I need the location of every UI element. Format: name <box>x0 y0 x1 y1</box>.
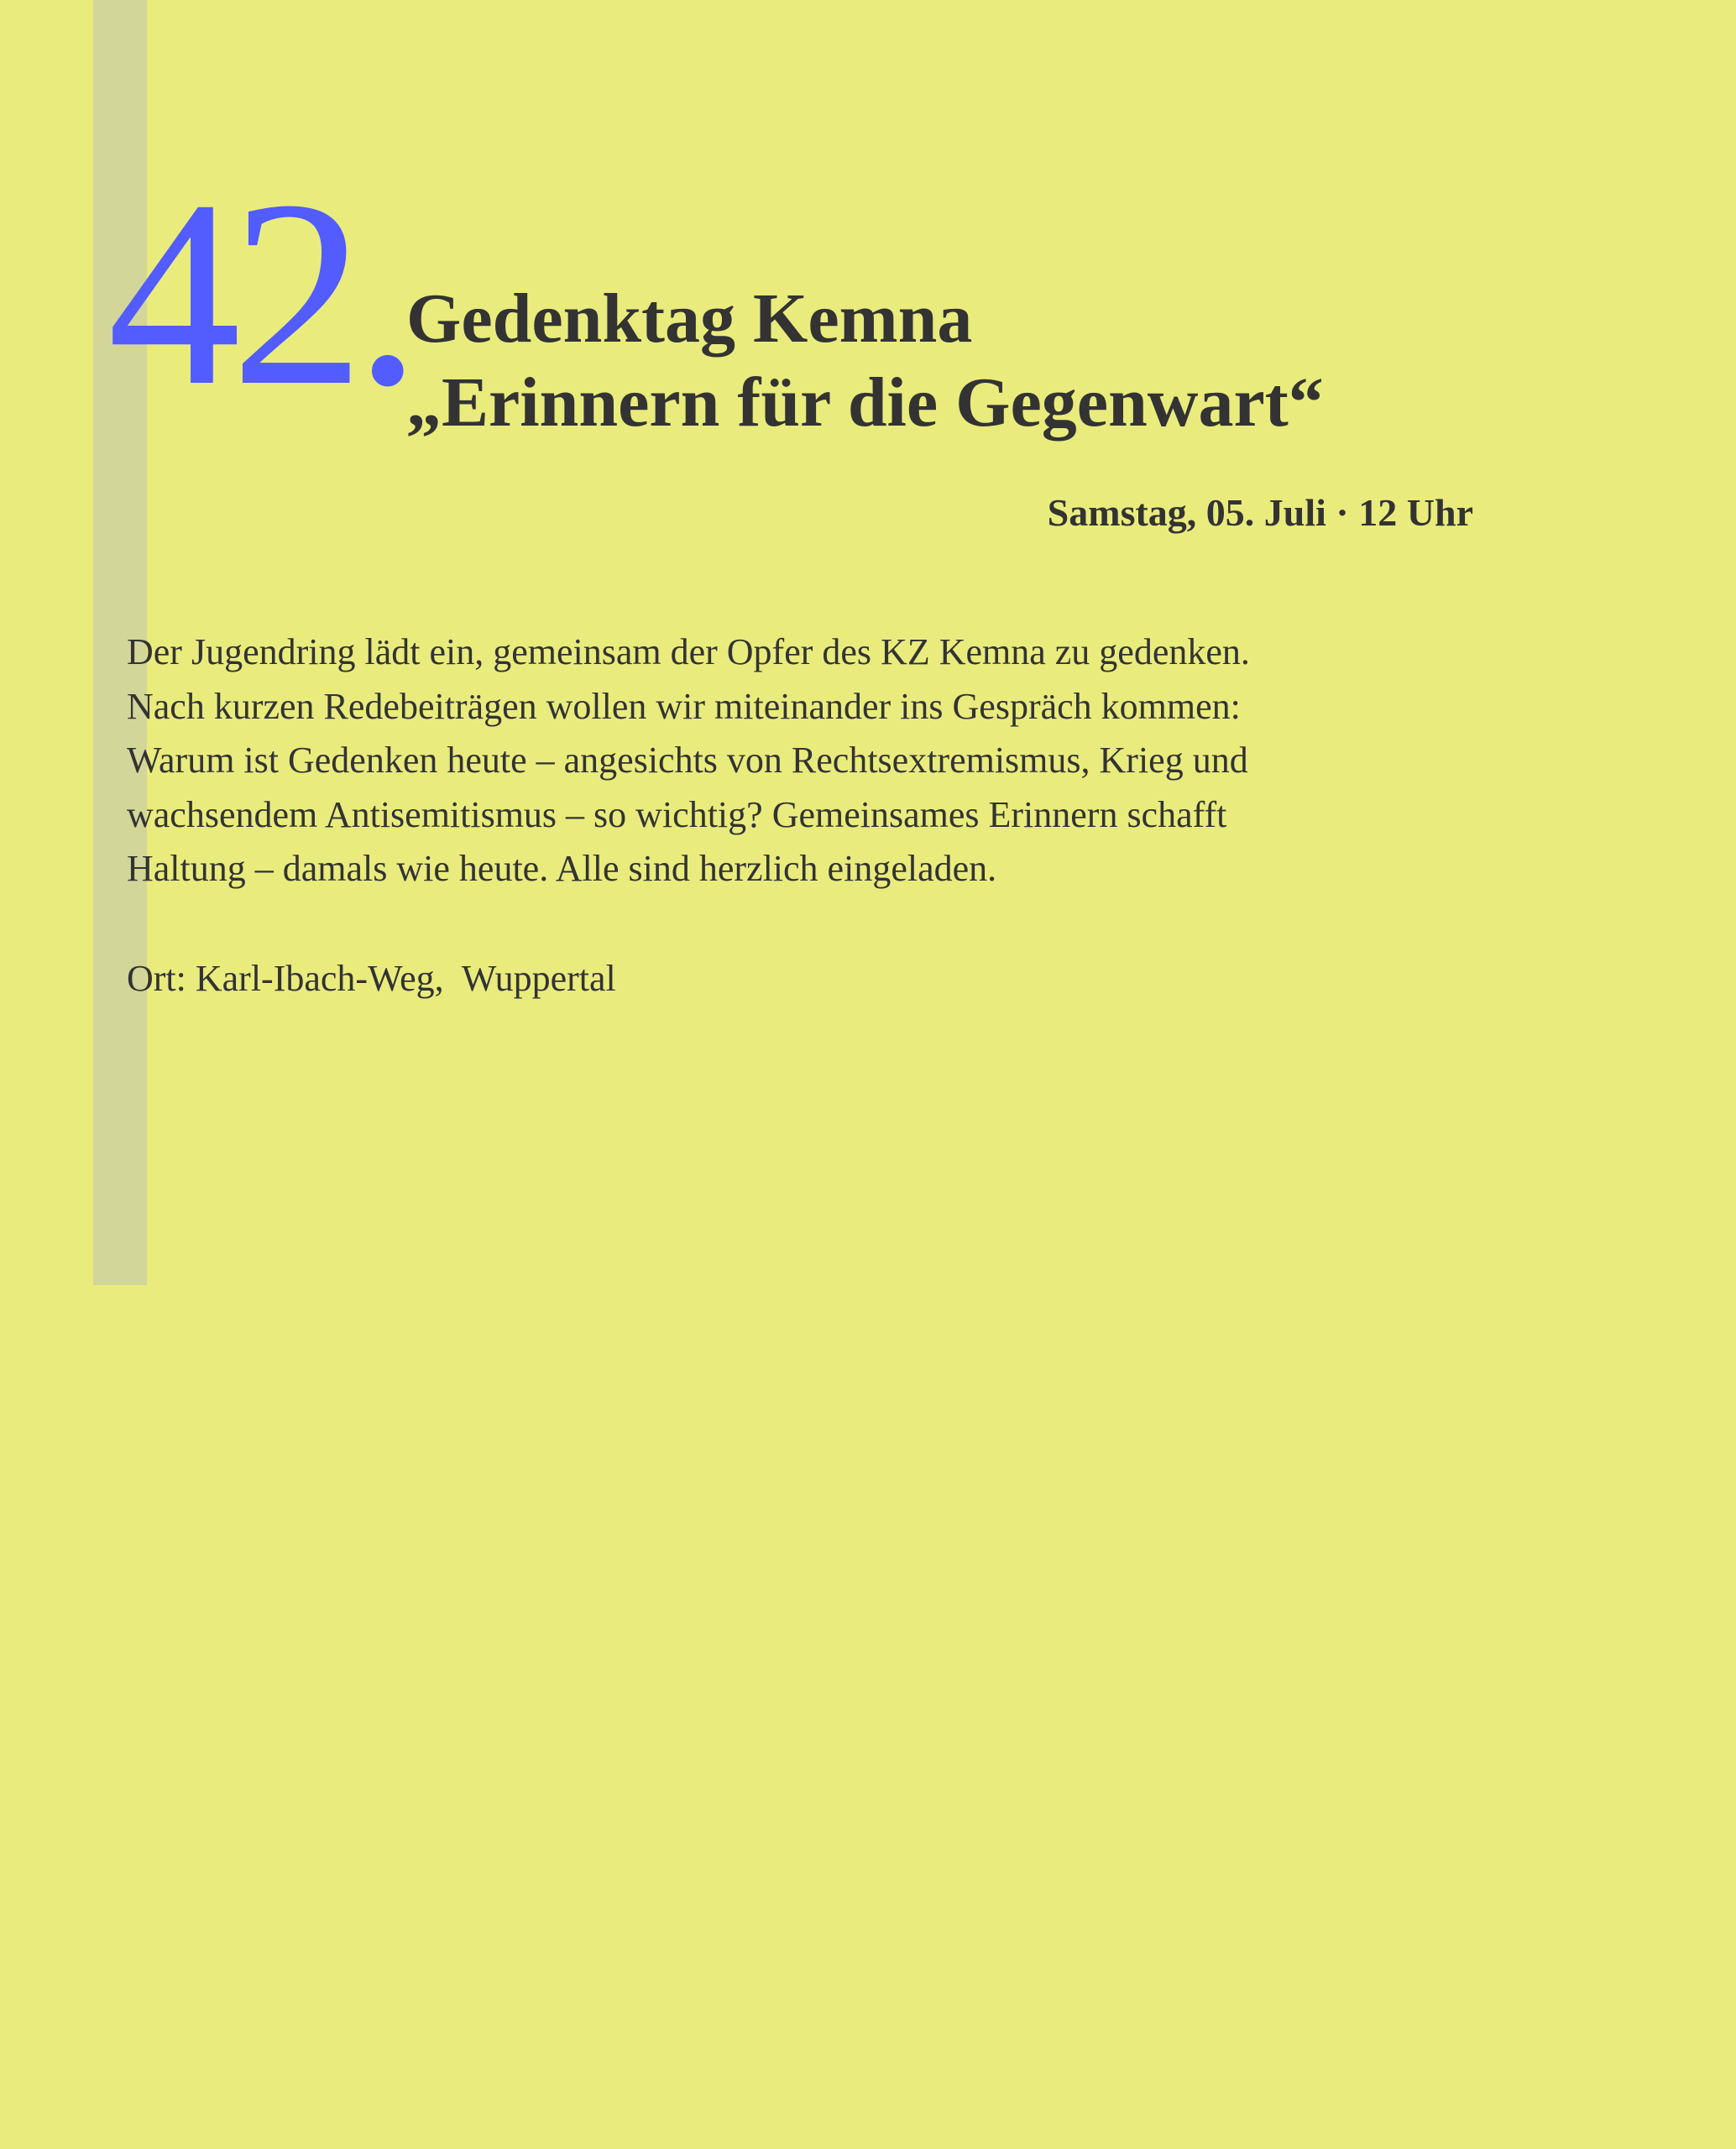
description-line: Nach kurzen Redebeiträgen wollen wir miteinander ins Gespräch kommen: <box>127 685 1241 727</box>
event-date: Samstag, 05. Juli · 12 Uhr <box>1047 491 1473 534</box>
title-line-1: Gedenktag Kemna <box>406 280 973 358</box>
event-number: 42. <box>107 145 411 441</box>
event-description <box>127 625 1250 897</box>
event-title <box>406 277 1324 445</box>
title-line-2: „Erinnern für die Gegenwart“ <box>406 363 1324 442</box>
event-location: Ort: Karl-Ibach-Weg, Wuppertal <box>127 958 616 999</box>
description-line: Der Jugendring lädt ein, gemeinsam der Opfer des KZ Kemna zu gedenken. <box>127 631 1250 672</box>
description-line: Warum ist Gedenken heute – angesichts von Rechtsextremismus, Krieg und <box>127 740 1248 781</box>
description-line: Haltung – damals wie heute. Alle sind herzlich eingeladen. <box>127 848 997 889</box>
description-line: wachsendem Antisemitismus – so wichtig? Gemeinsames Erinnern schafft <box>127 793 1227 835</box>
